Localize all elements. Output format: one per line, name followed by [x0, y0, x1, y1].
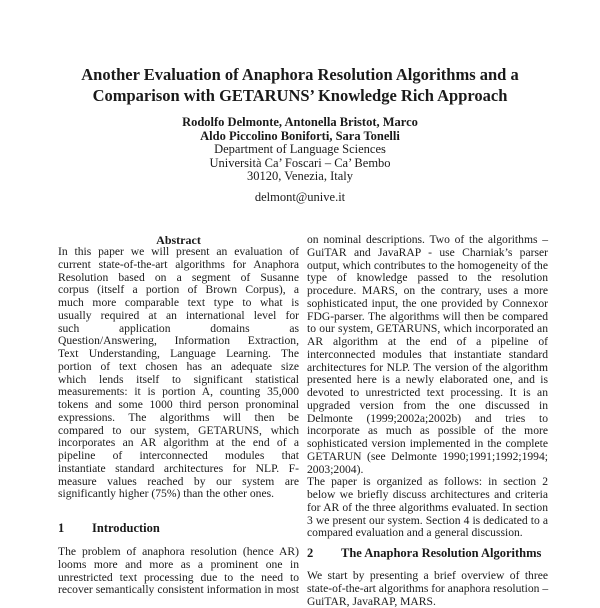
section-number: 2 [307, 546, 341, 561]
section-title: Introduction [92, 521, 160, 535]
text-line: such application domains as [58, 323, 299, 336]
section-1-heading [58, 521, 160, 536]
text-line: AR algorithm at the end of a pipeline of [307, 336, 548, 349]
author-line: Aldo Piccolino Boniforti, Sara Tonelli [0, 129, 600, 143]
text-line: measurements: it is portion A, counting 35,000 [58, 386, 299, 399]
department: Department of Language Sciences [0, 143, 600, 157]
text-line: expressions. The algorithms will then be [58, 412, 299, 425]
section-2-body [307, 570, 548, 608]
section-2-heading [307, 546, 541, 561]
text-line: pipeline of interconnected modules that [58, 450, 299, 463]
text-line: significantly higher (75%) than the other ones. [58, 488, 299, 501]
text-line: devoted to unrestricted text processing. It is an [307, 387, 548, 400]
text-line: Delmonte (1999;2002a;2002b) and tries to [307, 413, 548, 426]
text-line: tokens and some 1000 third person pronominal [58, 399, 299, 412]
authors [0, 115, 600, 143]
text-line: procedure. MARS, on the contrary, uses a more [307, 285, 548, 298]
text-line: presented here is a newly elaborated one, and is [307, 374, 548, 387]
text-line: compared to our system, GETARUNS, which [58, 425, 299, 438]
text-line: state-of-the-art algorithms for anaphora resolution – [307, 583, 548, 596]
text-line: to our system, GETARUNS, which incorporated an [307, 323, 548, 336]
text-line: measure values reached by our system are [58, 476, 299, 489]
text-line: In this paper we will present an evaluation of [58, 246, 299, 259]
abstract-heading: Abstract [58, 233, 299, 248]
text-line: type of knowledge passed to the resolution [307, 272, 548, 285]
text-line: corpus (itself a portion of Brown Corpus), a [58, 284, 299, 297]
text-line: sophisticated input, the one provided by Connexor [307, 298, 548, 311]
text-line: 2003;2004). [307, 464, 548, 477]
section-title: The Anaphora Resolution Algorithms [341, 546, 541, 560]
affiliation [0, 143, 600, 184]
paper-title [0, 64, 600, 106]
text-line: The paper is organized as follows: in section 2 [307, 476, 548, 489]
text-line: The problem of anaphora resolution (hence AR) [58, 546, 299, 559]
university: Università Ca’ Foscari – Ca’ Bembo [0, 157, 600, 171]
text-line: output, which contributes to the homogeneity of the [307, 260, 548, 273]
text-line: on nominal descriptions. Two of the algorithms – [307, 234, 548, 247]
abstract-body [58, 246, 299, 501]
section-number: 1 [58, 521, 92, 536]
text-line: Resolution based on a segment of Susanne [58, 272, 299, 285]
text-line: sophisticated version implemented in the complete [307, 438, 548, 451]
text-line: incorporate as much as possible of the more [307, 425, 548, 438]
text-line: unrestricted text processing due to the need to [58, 572, 299, 585]
text-line: 3 we present our system. Section 4 is dedicated to a [307, 515, 548, 528]
text-line: instantiate standard architectures for NLP. F- [58, 463, 299, 476]
text-line: below we briefly discuss architectures and criteria [307, 489, 548, 502]
text-line: looms more and more as a prominent one in [58, 559, 299, 572]
text-line: GuiTAR and JavaRAP - use Charniak’s parser [307, 247, 548, 260]
text-line: Question/Answering, Information Extraction, [58, 335, 299, 348]
text-line: GuiTAR, JavaRAP, MARS. [307, 596, 548, 608]
text-line: which lends itself to significant statistical [58, 374, 299, 387]
text-line: FDG-parser. The algorithms will then be compared [307, 311, 548, 324]
text-line: incorporates an AR algorithm at the end of a [58, 437, 299, 450]
author-line: Rodolfo Delmonte, Antonella Bristot, Marco [0, 115, 600, 129]
text-line: GETARUN (see Delmonte 1990;1991;1992;1994; [307, 451, 548, 464]
text-line: compared evaluation and a general discussion. [307, 527, 548, 540]
text-line: architectures for NLP. The version of the algorithm [307, 362, 548, 375]
right-column-body [307, 234, 548, 540]
text-line: for AR of the three algorithms evaluated. In section [307, 502, 548, 515]
text-line: portion of text chosen has an adequate size [58, 361, 299, 374]
title-line: Another Evaluation of Anaphora Resolution Algorithms and a [0, 64, 600, 85]
text-line: upgraded version from the one discussed in [307, 400, 548, 413]
title-line: Comparison with GETARUNS’ Knowledge Rich Approach [0, 85, 600, 106]
author-email[interactable]: delmont@unive.it [0, 190, 600, 205]
text-line: Text Understanding, Language Learning. The [58, 348, 299, 361]
text-line: We start by presenting a brief overview of three [307, 570, 548, 583]
text-line: usually required at an international level for [58, 310, 299, 323]
introduction-body [58, 546, 299, 597]
text-line: much more comparable text type to what is [58, 297, 299, 310]
text-line: interconnected modules that instantiate standard [307, 349, 548, 362]
text-line: current state-of-the-art algorithms for Anaphora [58, 259, 299, 272]
text-line: recover semantically consistent information in most [58, 584, 299, 597]
address: 30120, Venezia, Italy [0, 170, 600, 184]
